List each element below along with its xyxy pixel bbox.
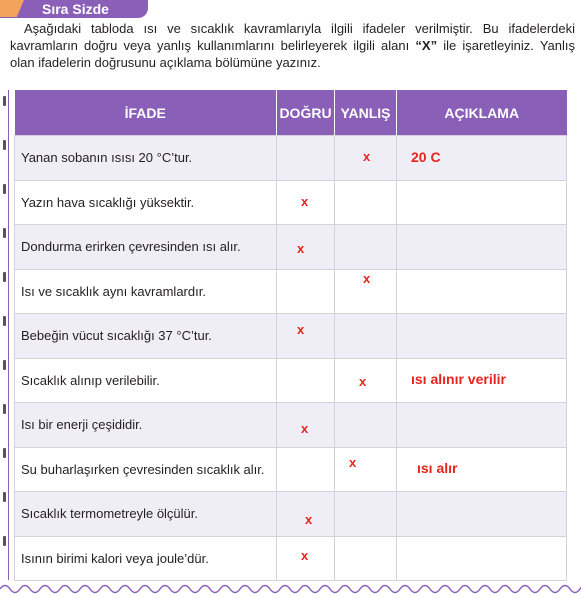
explanation-cell bbox=[397, 536, 567, 581]
wrong-cell bbox=[335, 358, 397, 403]
statement-text: Bebeğin vücut sıcaklığı 37 °C’tur. bbox=[21, 328, 212, 344]
handwritten-note: ısı alınır verilir bbox=[411, 371, 506, 388]
wrong-cell bbox=[335, 269, 397, 314]
table-row bbox=[15, 225, 567, 270]
instructions-text-1: Aşağıdaki tabloda ısı ve sıcaklık kavramlarıyla ilgili ifadeler verilmiştir. Bu ifadelerdeki kavramların doğru veya yanlış kullanımlarını belirleyerek ilgili alanı bbox=[10, 21, 575, 53]
statement-cell bbox=[15, 314, 277, 359]
explanation-cell bbox=[397, 492, 567, 537]
instructions bbox=[10, 20, 575, 71]
table-row bbox=[15, 180, 567, 225]
wrong-cell bbox=[335, 180, 397, 225]
wrong-cell bbox=[335, 403, 397, 448]
header-wrong: YANLIŞ bbox=[335, 90, 397, 136]
statement-text: Yanan sobanın ısısı 20 °C’tur. bbox=[21, 150, 193, 166]
correct-cell bbox=[277, 180, 335, 225]
wavy-border bbox=[0, 580, 581, 598]
statement-cell bbox=[15, 269, 277, 314]
handwritten-x-mark: x bbox=[349, 455, 357, 471]
statement-text: Su buharlaşırken çevresinden sıcaklık alır. bbox=[21, 461, 265, 477]
table-row bbox=[15, 536, 567, 581]
statement-cell bbox=[15, 447, 277, 492]
handwritten-x-mark: x bbox=[301, 548, 309, 564]
correct-cell bbox=[277, 536, 335, 581]
table-row bbox=[15, 492, 567, 537]
statement-cell bbox=[15, 492, 277, 537]
statement-cell bbox=[15, 358, 277, 403]
handwritten-x-mark: x bbox=[363, 271, 371, 287]
header-explanation: AÇIKLAMA bbox=[397, 90, 567, 136]
explanation-cell bbox=[397, 358, 567, 403]
handwritten-x-mark: x bbox=[305, 511, 313, 527]
handwritten-x-mark: x bbox=[297, 321, 305, 337]
statement-cell bbox=[15, 180, 277, 225]
correct-cell bbox=[277, 358, 335, 403]
wrong-cell bbox=[335, 136, 397, 181]
correct-cell bbox=[277, 136, 335, 181]
handwritten-x-mark: x bbox=[301, 194, 309, 210]
wrong-cell bbox=[335, 447, 397, 492]
handwritten-note: 20 C bbox=[411, 148, 441, 165]
statement-text: Isı ve sıcaklık aynı kavramlardır. bbox=[21, 283, 206, 299]
instructions-text-2: ile işaretleyiniz. Yanlış olan ifadelerin doğrusunu açıklama bölümüne yazınız. bbox=[10, 38, 575, 70]
margin-line bbox=[8, 90, 9, 580]
handwritten-note: ısı alır bbox=[417, 460, 458, 477]
section-title: Sıra Sizde bbox=[42, 1, 109, 17]
worksheet-table bbox=[14, 90, 567, 581]
correct-cell bbox=[277, 447, 335, 492]
statement-text: Sıcaklık alınıp verilebilir. bbox=[21, 372, 160, 388]
explanation-cell bbox=[397, 403, 567, 448]
statement-cell bbox=[15, 403, 277, 448]
correct-cell bbox=[277, 492, 335, 537]
table-header bbox=[15, 90, 567, 136]
table-row bbox=[15, 358, 567, 403]
explanation-cell bbox=[397, 136, 567, 181]
table-row bbox=[15, 314, 567, 359]
statement-text: Isı bir enerji çeşididir. bbox=[21, 417, 143, 433]
statement-text: Dondurma erirken çevresinden ısı alır. bbox=[21, 239, 241, 255]
header-statement: İFADE bbox=[15, 90, 277, 136]
handwritten-x-mark: x bbox=[297, 240, 305, 256]
handwritten-x-mark: x bbox=[359, 374, 367, 390]
explanation-cell bbox=[397, 269, 567, 314]
correct-cell bbox=[277, 225, 335, 270]
handwritten-x-mark: x bbox=[363, 148, 371, 164]
explanation-cell bbox=[397, 180, 567, 225]
margin-ticks bbox=[3, 96, 6, 580]
explanation-cell bbox=[397, 447, 567, 492]
statement-cell bbox=[15, 136, 277, 181]
wrong-cell bbox=[335, 314, 397, 359]
header-correct: DOĞRU bbox=[277, 90, 335, 136]
table-row bbox=[15, 136, 567, 181]
statement-cell bbox=[15, 536, 277, 581]
correct-cell bbox=[277, 403, 335, 448]
instructions-mark: “X” bbox=[415, 38, 438, 53]
statement-text: Yazın hava sıcaklığı yüksektir. bbox=[21, 194, 195, 210]
explanation-cell bbox=[397, 225, 567, 270]
statement-text: Sıcaklık termometreyle ölçülür. bbox=[21, 506, 199, 522]
handwritten-x-mark: x bbox=[301, 420, 309, 436]
table-row bbox=[15, 269, 567, 314]
table-row bbox=[15, 447, 567, 492]
wrong-cell bbox=[335, 492, 397, 537]
correct-cell bbox=[277, 269, 335, 314]
wrong-cell bbox=[335, 536, 397, 581]
correct-cell bbox=[277, 314, 335, 359]
table-row bbox=[15, 403, 567, 448]
wrong-cell bbox=[335, 225, 397, 270]
statement-cell bbox=[15, 225, 277, 270]
statement-text: Isının birimi kalori veya joule’dür. bbox=[21, 550, 209, 566]
explanation-cell bbox=[397, 314, 567, 359]
